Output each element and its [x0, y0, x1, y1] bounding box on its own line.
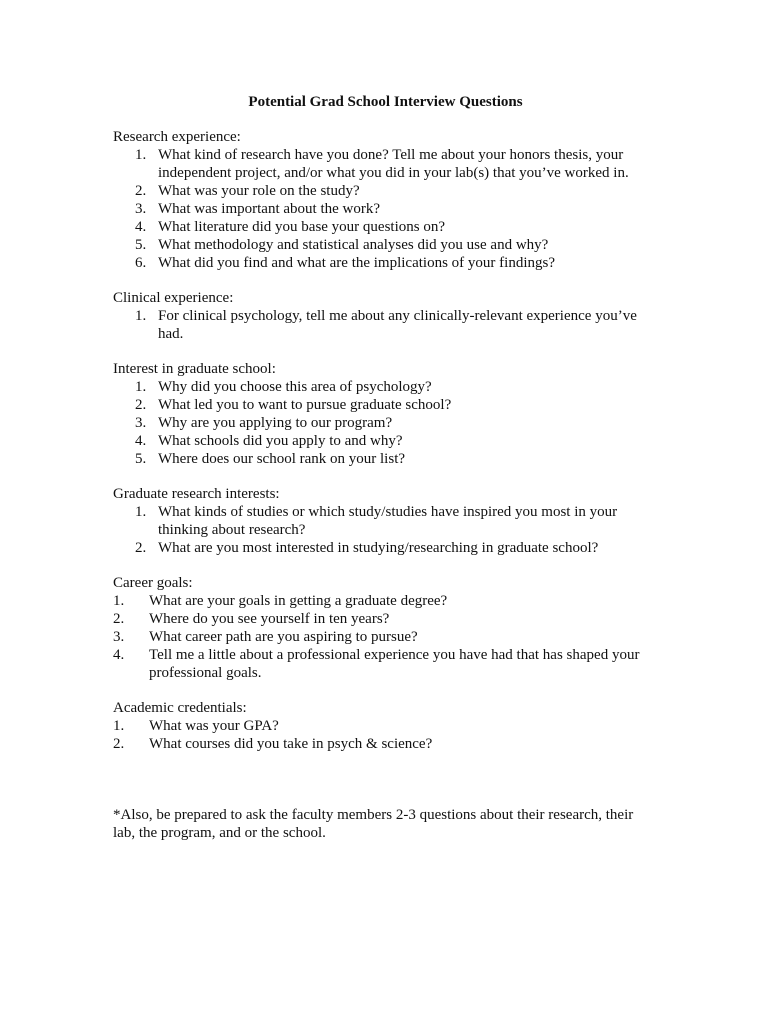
item-number: 4.: [135, 219, 147, 235]
question-list: [113, 592, 658, 682]
item-number: 4.: [113, 647, 125, 663]
item-text: What courses did you take in psych & science?: [149, 736, 433, 752]
item-number: 2.: [135, 183, 147, 199]
item-text: What was important about the work?: [158, 201, 381, 217]
section-heading: Clinical experience:: [113, 290, 234, 306]
item-number: 2.: [135, 397, 147, 413]
list-item: [113, 254, 658, 272]
item-number: 1.: [113, 593, 125, 609]
question-list: [113, 717, 658, 753]
item-text: What methodology and statistical analyses did you use and why?: [158, 237, 549, 253]
question-list: [113, 378, 658, 468]
item-text: What are your goals in getting a graduate degree?: [149, 593, 448, 609]
list-item: [113, 592, 658, 610]
question-list: [113, 307, 658, 343]
question-list: [113, 146, 658, 272]
section-interest-in-graduate-school: [113, 360, 658, 468]
item-number: 5.: [135, 451, 147, 467]
document-title: Potential Grad School Interview Questions: [248, 94, 523, 110]
list-item: [113, 218, 658, 236]
list-item: [113, 146, 658, 182]
section-heading: Research experience:: [113, 129, 241, 145]
item-text: What led you to want to pursue graduate school?: [158, 397, 452, 413]
item-number: 2.: [113, 611, 125, 627]
list-item: [113, 307, 658, 343]
item-text: Why are you applying to our program?: [158, 415, 393, 431]
item-number: 4.: [135, 433, 147, 449]
section-heading: Graduate research interests:: [113, 486, 280, 502]
item-number: 5.: [135, 237, 147, 253]
section-research-experience: [113, 128, 658, 272]
item-number: 2.: [113, 736, 125, 752]
section-clinical-experience: [113, 289, 658, 343]
closing-note: *Also, be prepared to ask the faculty members 2-3 questions about their research, their lab, the program, and or the school.: [113, 807, 634, 841]
list-item: [113, 717, 658, 735]
item-text: Why did you choose this area of psychology?: [158, 379, 432, 395]
list-item: [113, 378, 658, 396]
item-text: What literature did you base your questions on?: [158, 219, 446, 235]
item-number: 1.: [135, 308, 147, 324]
item-text: What was your role on the study?: [158, 183, 360, 199]
item-text: Where do you see yourself in ten years?: [149, 611, 390, 627]
list-item: [113, 628, 658, 646]
section-heading: Interest in graduate school:: [113, 361, 276, 377]
item-number: 3.: [135, 201, 147, 217]
item-text: What career path are you aspiring to pursue?: [149, 629, 418, 645]
item-text: What did you find and what are the implications of your findings?: [158, 255, 555, 271]
item-number: 1.: [113, 718, 125, 734]
item-number: 1.: [135, 147, 147, 163]
item-text: What are you most interested in studying/researching in graduate school?: [158, 540, 599, 556]
list-item: [113, 735, 658, 753]
item-text: Tell me a little about a professional experience you have had that has shaped your professional goals.: [149, 647, 640, 681]
item-number: 6.: [135, 255, 147, 271]
item-text: Where does our school rank on your list?: [158, 451, 406, 467]
list-item: [113, 432, 658, 450]
section-heading: Career goals:: [113, 575, 193, 591]
item-text: For clinical psychology, tell me about any clinically-relevant experience you’ve had.: [158, 308, 637, 342]
list-item: [113, 236, 658, 254]
question-list: [113, 503, 658, 557]
section-academic-credentials: [113, 699, 658, 753]
item-number: 1.: [135, 504, 147, 520]
document-page: [113, 93, 658, 842]
item-text: What kinds of studies or which study/studies have inspired you most in your thinking about research?: [158, 504, 618, 538]
section-career-goals: [113, 574, 658, 682]
item-number: 2.: [135, 540, 147, 556]
item-text: What was your GPA?: [149, 718, 279, 734]
section-heading: Academic credentials:: [113, 700, 247, 716]
item-number: 3.: [113, 629, 125, 645]
list-item: [113, 539, 658, 557]
list-item: [113, 182, 658, 200]
section-graduate-research-interests: [113, 485, 658, 557]
list-item: [113, 610, 658, 628]
list-item: [113, 450, 658, 468]
item-text: What schools did you apply to and why?: [158, 433, 403, 449]
list-item: [113, 414, 658, 432]
list-item: [113, 396, 658, 414]
list-item: [113, 200, 658, 218]
item-number: 1.: [135, 379, 147, 395]
list-item: [113, 646, 658, 682]
list-item: [113, 503, 658, 539]
item-text: What kind of research have you done? Tell me about your honors thesis, your independent project, and/or what you did in your lab(s) that you’ve worked in.: [158, 147, 629, 181]
item-number: 3.: [135, 415, 147, 431]
